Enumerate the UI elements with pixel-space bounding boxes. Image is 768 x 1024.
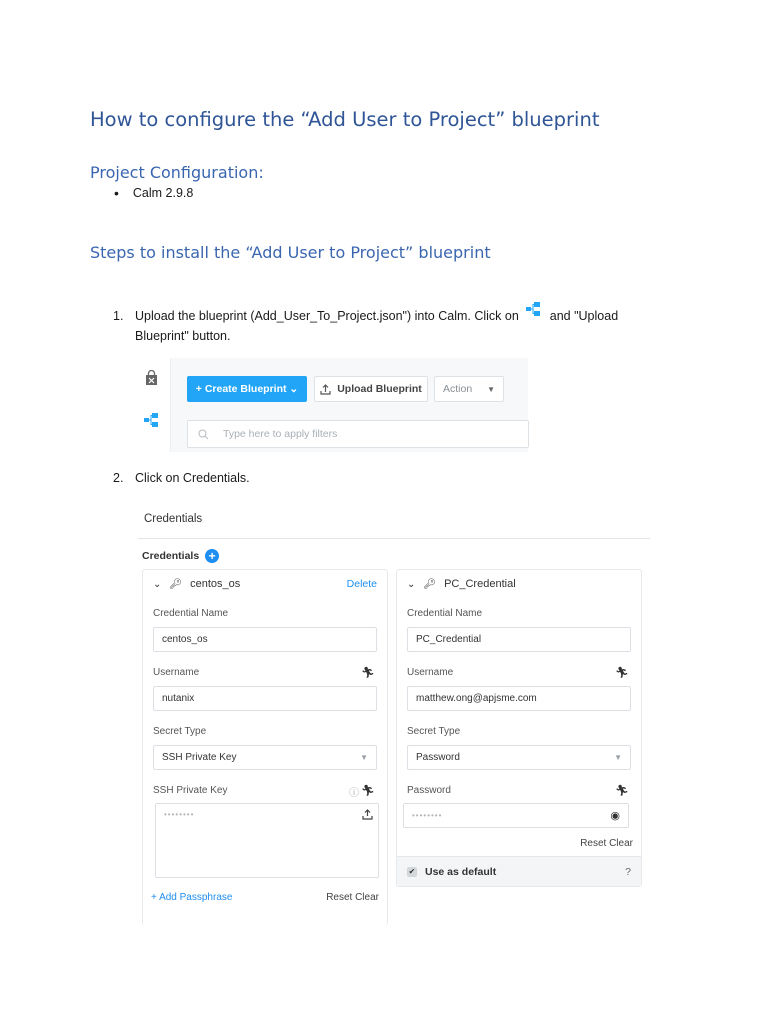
card-header[interactable]: ⌄ 🔑︎ PC_Credential bbox=[407, 578, 516, 590]
filter-input[interactable]: Type here to apply filters bbox=[187, 420, 529, 448]
credentials-screenshot bbox=[138, 505, 650, 925]
caret-down-icon: ▼ bbox=[487, 384, 495, 394]
help-icon[interactable]: ? bbox=[625, 865, 631, 878]
marketplace-bag-icon[interactable] bbox=[145, 370, 158, 386]
credentials-section: Credentials + bbox=[142, 549, 219, 563]
step-1: 1. Upload the blueprint (Add_User_To_Project.json") into Calm. Click on and "Upload Blueprint" button. bbox=[113, 302, 653, 346]
project-config-heading: Project Configuration: bbox=[90, 163, 264, 182]
ssh-private-key-textarea[interactable]: •••••••• bbox=[155, 803, 379, 878]
upload-blueprint-button[interactable]: Upload Blueprint bbox=[314, 376, 428, 402]
password-input[interactable]: •••••••• ◉ bbox=[403, 803, 629, 828]
delete-link[interactable]: Delete bbox=[346, 578, 377, 590]
runtime-icon[interactable]: 🏃︎ bbox=[615, 785, 629, 797]
project-config-list bbox=[114, 186, 193, 200]
credential-name-input[interactable]: centos_os bbox=[153, 627, 377, 652]
runtime-icon[interactable]: 🏃︎ bbox=[361, 667, 375, 679]
calm-blueprint-toolbar-screenshot bbox=[136, 358, 528, 452]
reset-clear-links[interactable]: Reset Clear bbox=[580, 838, 633, 849]
page-title: How to configure the “Add User to Project” blueprint bbox=[90, 108, 600, 131]
blueprint-toolbar bbox=[170, 358, 528, 452]
divider bbox=[138, 538, 650, 539]
upload-icon[interactable] bbox=[362, 809, 373, 820]
steps-heading: Steps to install the “Add User to Project” blueprint bbox=[90, 243, 491, 262]
card-header[interactable]: ⌄ 🔑︎ centos_os Delete bbox=[153, 578, 377, 590]
username-input[interactable]: nutanix bbox=[153, 686, 377, 711]
step-2: 2. Click on Credentials. bbox=[113, 471, 250, 485]
secret-type-select[interactable]: SSH Private Key ▼ bbox=[153, 745, 377, 770]
credential-card-pc-credential: ⌄ 🔑︎ PC_Credential Credential Name PC_Credential Username 🏃︎ matthew.ong@apjsme.com Secret Type Password ▼ Password 🏃︎ •••••••• ◉ Reset Clear ✔ Use as default ? bbox=[396, 569, 642, 887]
caret-down-icon: ▼ bbox=[360, 753, 368, 762]
secret-type-select[interactable]: Password ▼ bbox=[407, 745, 631, 770]
create-blueprint-button[interactable]: + Create Blueprint ⌄ bbox=[187, 376, 307, 402]
sidebar bbox=[136, 358, 168, 452]
eye-icon[interactable]: ◉ bbox=[610, 810, 620, 822]
runtime-icon[interactable]: 🏃︎ bbox=[615, 667, 629, 679]
reset-clear-links[interactable]: Reset Clear bbox=[326, 892, 379, 903]
runtime-icon[interactable]: 🏃︎ bbox=[361, 785, 375, 797]
username-input[interactable]: matthew.ong@apjsme.com bbox=[407, 686, 631, 711]
info-icon[interactable]: ⓘ bbox=[349, 788, 359, 799]
add-credential-button[interactable]: + bbox=[205, 549, 219, 563]
upload-icon bbox=[320, 384, 331, 395]
use-as-default-row: ✔ Use as default ? bbox=[397, 856, 641, 886]
chevron-down-icon[interactable]: ⌄ bbox=[407, 578, 416, 590]
action-dropdown[interactable]: Action ▼ bbox=[434, 376, 504, 402]
list-item: Calm 2.9.8 bbox=[132, 186, 194, 200]
key-icon: 🔑︎ bbox=[423, 578, 437, 590]
blueprint-icon[interactable] bbox=[144, 413, 160, 427]
key-icon: 🔑︎ bbox=[169, 578, 183, 590]
search-icon bbox=[198, 429, 209, 440]
credential-card-centos-os: ⌄ 🔑︎ centos_os Delete Credential Name centos_os Username 🏃︎ nutanix Secret Type SSH Private Key ▼ SSH Private Key ⓘ 🏃︎ •••••••• + Add Passphrase Reset Clear bbox=[142, 569, 388, 925]
blueprint-icon bbox=[526, 302, 542, 316]
credential-name-input[interactable]: PC_Credential bbox=[407, 627, 631, 652]
caret-down-icon: ▼ bbox=[614, 753, 622, 762]
bullet-icon: • bbox=[114, 185, 119, 201]
add-passphrase-link[interactable]: + Add Passphrase bbox=[151, 892, 233, 903]
chevron-down-icon[interactable]: ⌄ bbox=[153, 578, 162, 590]
use-as-default-checkbox[interactable]: ✔ bbox=[408, 866, 416, 876]
credentials-page-title: Credentials bbox=[144, 513, 203, 525]
